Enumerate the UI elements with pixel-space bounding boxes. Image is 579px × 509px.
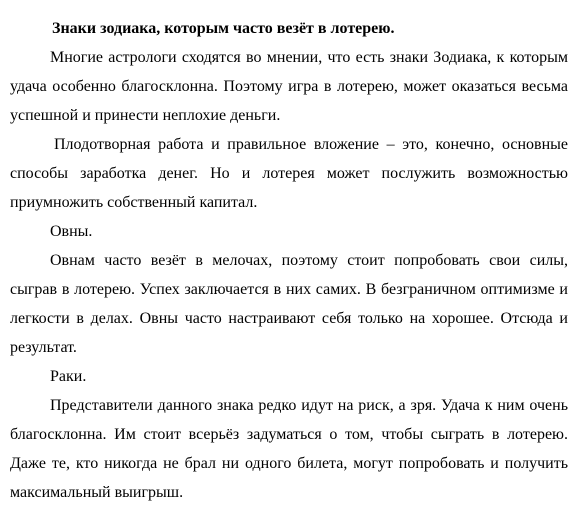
- document-title: Знаки зодиака, которым часто везёт в лотерею.: [52, 20, 395, 37]
- intro-paragraph: Многие астрологи сходятся во мнении, что есть знаки Зодиака, к которым удача особенно благосклонна. Поэтому игра в лотерею, может оказаться весьма успешной и принести неплохие деньги.: [10, 49, 568, 124]
- section-heading-cancer: Раки.: [50, 368, 87, 385]
- section-text-aries: Овнам часто везёт в мелочах, поэтому стоит попробовать свои силы, сыграв в лотерею. Успех заключается в них самих. В безграничном оптимизме и легкости в делах. Овны часто настраивают себя только на хорошее. Отсюда и результат.: [10, 252, 568, 356]
- section-text-cancer: Представители данного знака редко идут на риск, а зря. Удача к ним очень благосклонна. Им стоит всерьёз задуматься о том, чтобы сыграть в лотерею. Даже те, кто никогда не брал ни одного билета, могут попробовать и получить максимальный выигрыш.: [10, 397, 568, 501]
- section-heading-aries: Овны.: [50, 223, 93, 240]
- work-paragraph: Плодотворная работа и правильное вложение – это, конечно, основные способы заработка денег. Но и лотерея может послужить возможностью приумножить собственный капитал.: [10, 136, 568, 211]
- document-page: [10, 14, 568, 507]
